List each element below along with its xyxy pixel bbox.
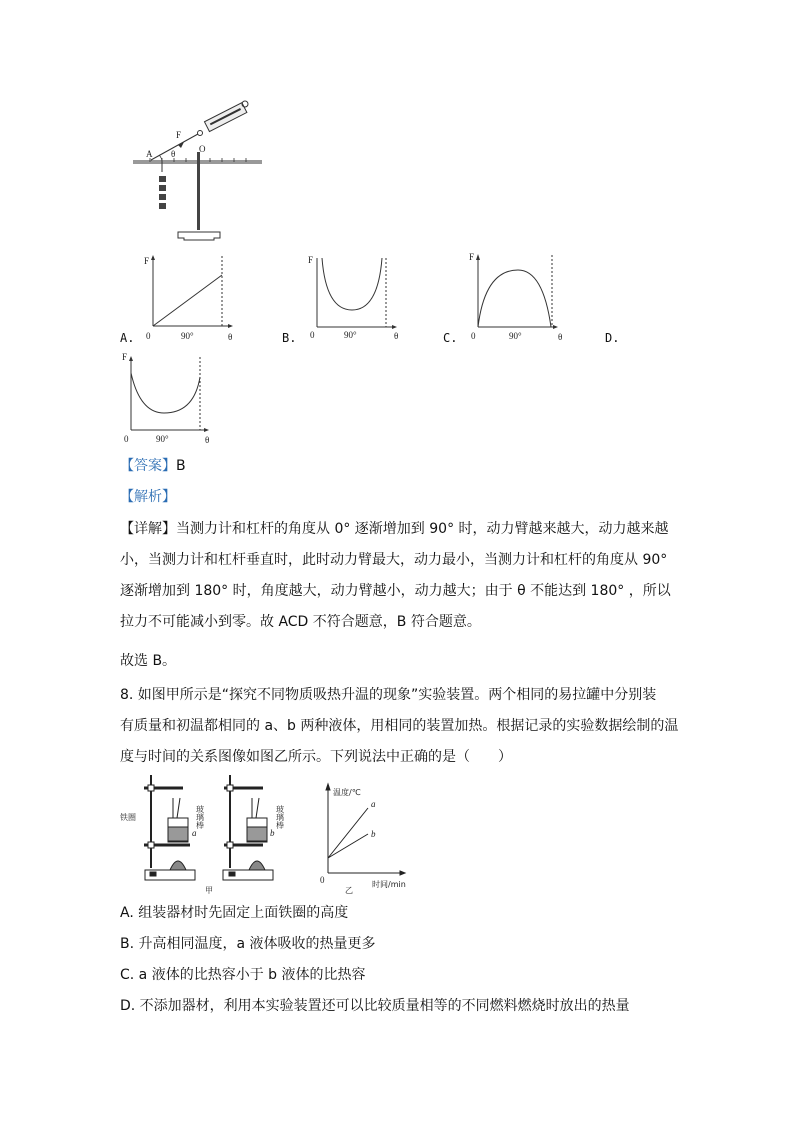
figure-yi-label: 乙: [345, 886, 353, 895]
y-axis-label: 温度/℃: [333, 788, 361, 797]
detail-line: 拉力不可能减小到零。故 ACD 不符合题意，B 符合题意。: [120, 614, 481, 630]
line-b: [328, 834, 368, 858]
option-d: D. 不添加器材，利用本实验装置还可以比较质量相等的不同燃料燃烧时放出的热量: [120, 998, 630, 1014]
mid-tick-label: 90°: [156, 434, 169, 444]
line-a-label: a: [371, 799, 376, 809]
y-axis-label: F: [469, 252, 475, 262]
temperature-time-graph: [326, 784, 405, 875]
option-a: A. 组装器材时先固定上面铁圈的高度: [120, 905, 349, 921]
point-a-label: A: [146, 149, 153, 159]
question-8-line: 度与时间的关系图像如图乙所示。下列说法中正确的是（ ）: [120, 749, 512, 765]
y-axis-label: F: [122, 352, 128, 362]
answer-tag: 【答案】: [120, 458, 176, 474]
x-axis-label: 时间/min: [372, 880, 406, 889]
y-axis-label: F: [308, 255, 314, 265]
glass-rod-label-b: 玻璃棒: [275, 805, 285, 829]
origin-label: 0: [124, 434, 129, 444]
question-8-line: 有质量和初温都相同的 a、b 两种液体，用相同的装置加热。根据记录的实验数据绘制的温: [120, 718, 679, 734]
force-label: F: [176, 130, 182, 140]
glass-rod-label-a: 玻璃棒: [195, 805, 205, 829]
line-b-label: b: [371, 829, 376, 839]
y-axis-label: F: [144, 256, 150, 266]
liquid-b-label: b: [270, 828, 275, 838]
question-8-line: 8. 如图甲所示是“探究不同物质吸热升温的现象”实验装置。两个相同的易拉罐中分别装: [120, 687, 657, 703]
mid-tick-label: 90°: [181, 331, 194, 341]
detail-line: 【详解】当测力计和杠杆的角度从 0° 逐渐增加到 90° 时，动力臂越来越大，动力越来越: [120, 521, 669, 537]
option-d-label: D.: [605, 331, 620, 345]
x-axis-label: θ: [558, 332, 563, 342]
line-a: [328, 808, 368, 858]
detail-line: 逐渐增加到 180° 时，角度越大，动力臂越小，动力越大；由于 θ 不能达到 180° ，所以: [120, 583, 671, 599]
analysis-tag: 【解析】: [120, 489, 176, 505]
pivot-label: O: [199, 144, 206, 154]
option-a-label: A.: [120, 331, 135, 345]
x-axis-label: θ: [394, 331, 399, 341]
angle-label: θ: [171, 149, 176, 159]
option-b-label: B.: [282, 331, 297, 345]
iron-ring-label: 铁圈: [120, 813, 136, 822]
liquid-a-label: a: [192, 828, 197, 838]
origin-label: 0: [146, 331, 151, 341]
option-b: B. 升高相同温度，a 液体吸收的热量更多: [120, 936, 376, 952]
option-c-label: C.: [443, 331, 458, 345]
answer-value: B: [176, 458, 186, 474]
mid-tick-label: 90°: [509, 331, 522, 341]
x-axis-label: θ: [228, 332, 233, 342]
figure-jia-label: 甲: [205, 886, 213, 895]
origin-label: 0: [471, 331, 476, 341]
apparatus-b: [223, 775, 273, 880]
option-c: C. a 液体的比热容小于 b 液体的比热容: [120, 967, 366, 983]
mid-tick-label: 90°: [344, 330, 357, 340]
x-axis-label: θ: [205, 435, 210, 445]
origin-label: 0: [320, 875, 325, 885]
origin-label: 0: [310, 330, 315, 340]
conclusion: 故选 B。: [120, 653, 177, 669]
apparatus-a: [144, 775, 195, 880]
detail-line: 小，当测力计和杠杆垂直时，此时动力臂最大，动力最小，当测力计和杠杆的角度从 90°: [120, 552, 668, 568]
